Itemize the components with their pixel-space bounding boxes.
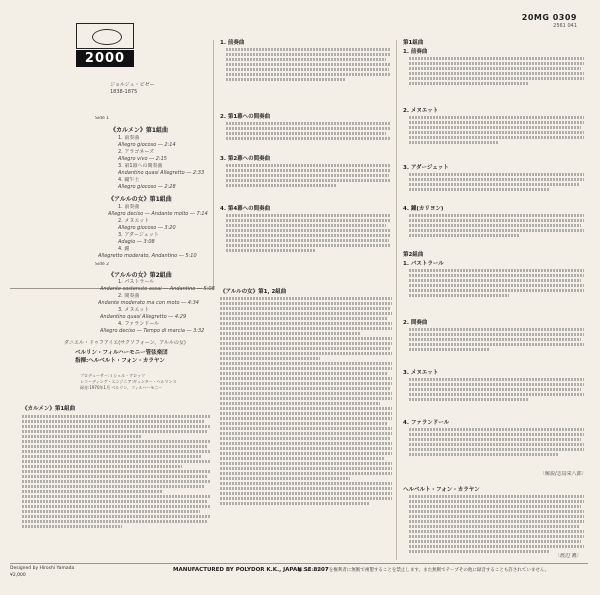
right-section-carillon-title: 4. 鐘(カリヨン)	[403, 206, 444, 212]
middle-section-2-title: 2. 第1幕への間奏曲	[220, 114, 271, 120]
right-section-suite-1-title: 第1組曲	[403, 40, 424, 46]
manufacturer-line: MANUFACTURED BY POLYDOR K.K., JAPAN SE 8207	[173, 567, 329, 573]
middle-section-1-title: 1. 前奏曲	[220, 40, 245, 46]
track-tempo: Allegro vivo ― 2:15	[118, 156, 167, 162]
right-prelude-body	[409, 55, 584, 87]
side-2-label: Side 2	[95, 262, 110, 267]
track: 4. ファランドール	[118, 321, 160, 327]
middle-section-5-body	[220, 295, 392, 507]
recording-credit: 録音:1970年1月 ベルリン、フィルハーモニー	[80, 385, 163, 390]
engineer-credit: レコーディング・エンジニア:ギュンター・ヘルマンス	[80, 379, 177, 384]
middle-section-2-body	[226, 120, 391, 142]
right-pastorale-body	[409, 267, 584, 299]
right-minuet-body	[409, 114, 584, 146]
right-section-suite-2-title: 第2組曲	[403, 252, 424, 258]
middle-section-5-title: 《アルルの女》第1, 2組曲	[220, 289, 287, 295]
middle-section-4-body	[226, 212, 391, 254]
right-section-prelude-title: 1. 前奏曲	[403, 49, 428, 55]
track-tempo: Andante moderato ma con moto ― 4:34	[98, 300, 199, 306]
track-tempo: Andantino quasi Allegretto ― 4:29	[100, 314, 187, 320]
right-farandole-body	[409, 426, 584, 458]
carmen-essay-body	[22, 413, 210, 530]
carmen-essay-title: 《カルメン》第1組曲	[22, 406, 76, 412]
right-section-minuet-title: 2. メヌエット	[403, 108, 439, 114]
composer-name: ジョルジュ・ビゼー	[110, 82, 155, 88]
right-section-adagietto-title: 3. アダージェット	[403, 165, 449, 171]
middle-section-4-title: 4. 第4幕への間奏曲	[220, 206, 271, 212]
label-emblem-box	[76, 23, 134, 49]
series-2000-badge: 2000	[76, 50, 134, 67]
orchestra-credit: ベルリン・フィルハーモニー管弦楽団	[75, 350, 168, 356]
divider-right	[396, 40, 397, 560]
track-tempo: Adagio ― 3:08	[118, 239, 155, 245]
label-logo	[76, 23, 134, 67]
track: 3. メヌエット	[118, 307, 150, 313]
arlesienne-suite-2-title: 《アルルの女》第2組曲	[108, 272, 172, 279]
track: 1. 前奏曲	[118, 135, 140, 141]
track: 1. パストラール	[118, 279, 155, 285]
middle-section-3-title: 3. 第2幕への間奏曲	[220, 156, 271, 162]
catalog-number: 20MG 0309	[521, 13, 577, 22]
right-section-pastorale-title: 1. パストラール	[403, 261, 444, 267]
catalog-subnumber: 2561 041	[553, 23, 577, 29]
track: 2. メヌエット	[118, 218, 150, 224]
bio-credit: 〔渡辺 護〕	[555, 553, 582, 559]
price: ¥2,000	[10, 573, 26, 578]
side-1-label: Side 1	[95, 116, 110, 121]
track: 4. 闘牛士	[118, 177, 140, 183]
track-tempo: Allegretto moderato, Andantino ― 5:10	[98, 253, 197, 259]
track-tempo: Allegro deciso ― Andante molto ― 7:14	[108, 211, 208, 217]
arlesienne-suite-1-title: 《アルルの女》第1組曲	[108, 196, 172, 203]
footer-rule	[10, 563, 588, 564]
conductor-credit: 指揮:ヘルベルト・フォン・カラヤン	[75, 358, 165, 364]
karajan-bio-title: ヘルベルト・フォン・カラヤン	[403, 487, 480, 493]
middle-section-1-body	[226, 46, 391, 83]
right-minuet-2-body	[409, 376, 584, 403]
right-intermezzo-body	[409, 326, 584, 353]
track: 3. 第1幕への間奏曲	[118, 163, 163, 169]
producer-credit: プロデューサー:ミシェル・グロッツ	[80, 373, 146, 378]
track: 2. 間奏曲	[118, 293, 140, 299]
track-tempo: Allegro giocoso ― 2:14	[118, 142, 176, 148]
middle-section-3-body	[226, 162, 391, 189]
track: 3. アダージェット	[118, 232, 159, 238]
track-tempo: Allegro deciso ― Tempo di marcia ― 3:32	[100, 328, 205, 334]
copyright-notice: ●このレコードを権利者に無断で複製することを禁止します。また無断でテープその他に録音することも許されていません。	[298, 568, 550, 573]
composer-dates: 1838-1875	[110, 89, 138, 95]
commentary-credit: 〔解説/志鳥栄八郎〕	[540, 471, 587, 477]
track-tempo: Allegro giocoso ― 2:28	[118, 184, 176, 190]
track-tempo: Andante sostenuto assai ― Andantino ― 5:08	[100, 286, 215, 292]
right-section-farandole-title: 4. ファランドール	[403, 420, 450, 426]
divider-left	[213, 40, 214, 290]
karajan-bio-body	[409, 493, 584, 555]
right-carillon-body	[409, 212, 584, 239]
design-credit: Designed by Hiroshi Yamada	[10, 566, 75, 571]
right-section-intermezzo-title: 2. 間奏曲	[403, 320, 428, 326]
tulip-emblem-icon	[92, 29, 122, 45]
track-tempo: Andantino quasi Allegretto ― 2:33	[118, 170, 205, 176]
track-tempo: Allegro giocoso ― 3:20	[118, 225, 176, 231]
right-adagietto-body	[409, 171, 584, 193]
carmen-suite-title: 《カルメン》第1組曲	[110, 127, 168, 134]
track: 4. 鐘	[118, 246, 130, 252]
soloist-credit: ダニエル・ドゥフアイエ(サクソフォーン、アルルの女)	[64, 340, 186, 346]
right-section-minuet-2-title: 3. メヌエット	[403, 370, 439, 376]
track: 1. 前奏曲	[118, 204, 140, 210]
track: 2. アラゴネーズ	[118, 149, 155, 155]
